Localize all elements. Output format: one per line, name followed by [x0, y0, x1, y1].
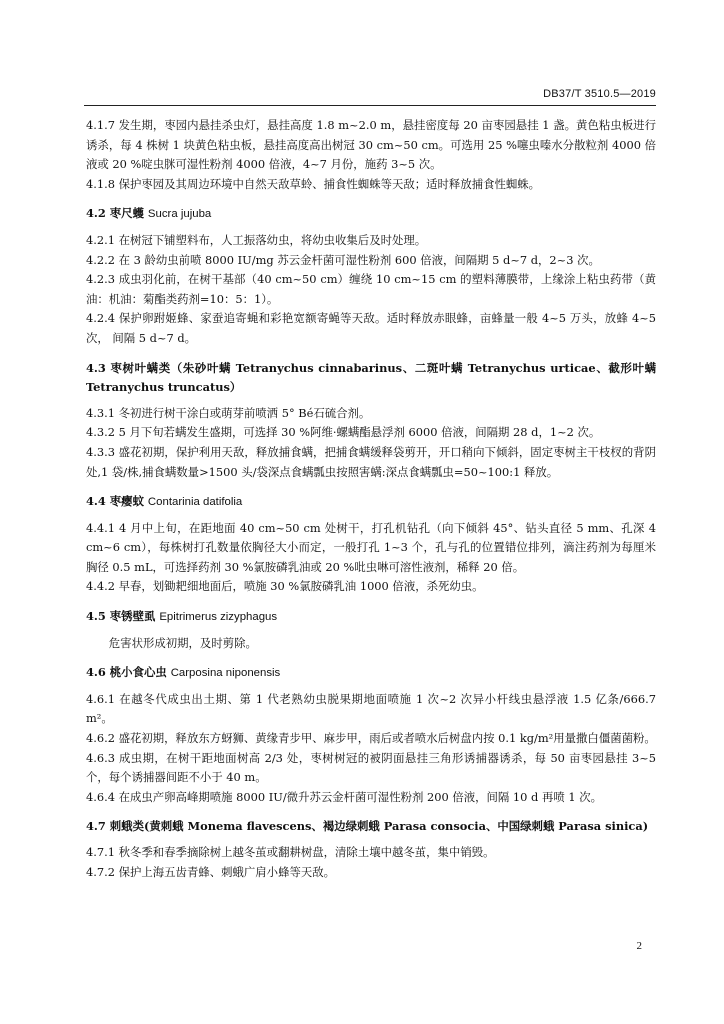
section-heading-text: 4.5 枣锈壁虱 [86, 609, 160, 624]
paragraph: 4.6.1 在越冬代成虫出土期、第 1 代老熟幼虫脱果期地面喷施 1 次~2 次异小杆线虫悬浮液 1.5 亿条/666.7 m²。 [86, 691, 656, 726]
section-heading: 4.7 刺蛾类(黄刺蛾 Monema flavescens、褐边绿刺蛾 Parasa consocia、中国绿刺蛾 Parasa sinica) [86, 819, 649, 834]
paragraph: 危害状形成初期，及时剪除。 [108, 635, 257, 650]
section-heading [86, 607, 656, 628]
paragraph: 4.3.2 5 月下旬若螨发生盛期，可选择 30 %阿维·螺螨酯悬浮剂 6000 倍液，间隔期 28 d，1~2 次。 [86, 425, 601, 440]
section-heading: 4.3 枣树叶螨类（朱砂叶螨 Tetranychus cinnabarinus、二斑叶螨 Tetranychus urticae、截形叶螨 Tetranychus truncatus） [86, 360, 656, 395]
section-heading [86, 492, 656, 513]
header-rule [84, 105, 656, 106]
paragraph: 4.4.2 早春，划锄耙细地面后，喷施 30 %氯胺磷乳油 1000 倍液，杀死幼虫。 [86, 579, 484, 594]
section-heading-text: 4.4 枣瘿蚊 [86, 494, 148, 509]
paragraph: 4.6.4 在成虫产卵高峰期喷施 8000 IU/微升苏云金杆菌可湿性粉剂 200 倍液，间隔 10 d 再喷 1 次。 [86, 789, 603, 804]
section-heading [86, 663, 656, 684]
paragraph: 4.4.1 4 月中上旬，在距地面 40 cm~50 cm 处树干，打孔机钻孔（向下倾斜 45°、钻头直径 5 mm、孔深 4 cm~6 cm），每株树打孔数量依胸径大小而定，一般打孔 1~3 个，孔与孔的位置错位排列，滴注药剂为每厘米胸径 0.5 mL，可选择药剂 30 %氯胺磷乳油或 20 %吡虫啉可溶性液剂，稀释 20 倍。 [86, 520, 656, 574]
latin-name: Sucra jujuba [147, 208, 212, 221]
paragraph: 4.7.1 秋冬季和春季摘除树上越冬茧或翻耕树盘，清除土壤中越冬茧，集中销毁。 [86, 845, 495, 859]
section-heading-text: 4.6 桃小食心虫 [86, 665, 171, 680]
paragraph: 4.3.3 盛花初期，保护利用天敌，释放捕食螨，把捕食螨缓释袋剪开，开口稍向下倾斜，固定枣树主干枝杈的背阴处,1 袋/株,捕食螨数量>1500 头/袋深点食螨瓢虫按照害螨:深点食螨瓢虫=50~100:1 释放。 [86, 444, 656, 479]
paragraph: 4.6.2 盛花初期，释放东方蚜狮、黄缘青步甲、麻步甲，雨后或者喷水后树盘内按 0.1 kg/m²用量撒白僵菌菌粉。 [86, 731, 656, 746]
section-heading-text: 4.2 枣尺蠖 [86, 206, 148, 221]
paragraph: 4.2.1 在树冠下铺塑料布，人工振落幼虫，将幼虫收集后及时处理。 [86, 232, 427, 247]
paragraph: 4.1.8 保护枣园及其周边环境中自然天敌草蛉、捕食性蜘蛛等天敌；适时释放捕食性蜘蛛。 [86, 176, 541, 191]
paragraph: 4.2.4 保护卵跗姬蜂、家蚕追寄蝇和彩艳宽额寄蝇等天敌。适时释放赤眼蜂，亩蜂量一般 4~5 万头，放蜂 4~5 次， 间隔 5 d~7 d。 [86, 311, 656, 345]
latin-name: Epitrimerus zizyphagus [159, 611, 278, 624]
paragraph: 4.7.2 保护上海五齿青蜂、刺蛾广肩小蜂等天敌。 [86, 864, 336, 879]
page-number: 2 [636, 940, 642, 952]
latin-name: Carposina niponensis [170, 667, 281, 680]
latin-name: Contarinia datifolia [147, 496, 243, 509]
standard-code: DB37/T 3510.5—2019 [543, 88, 656, 100]
paragraph: 4.2.3 成虫羽化前，在树干基部（40 cm~50 cm）缠绕 10 cm~15 cm 的塑料薄膜带，上缘涂上粘虫药带（黄油：机油：菊酯类药剂=10：5：1）。 [86, 272, 656, 306]
paragraph: 4.6.3 成虫期，在树干距地面树高 2/3 处，枣树树冠的被阴面悬挂三角形诱捕器诱杀，每 50 亩枣园悬挂 3~5 个，每个诱捕器间距不小于 40 m。 [86, 750, 656, 785]
document-body [86, 116, 656, 882]
paragraph: 4.2.2 在 3 龄幼虫前喷 8000 IU/mg 苏云金杆菌可湿性粉剂 600 倍液，间隔期 5 d~7 d，2~3 次。 [86, 252, 600, 267]
paragraph: 4.3.1 冬初进行树干涂白或萌芽前喷洒 5° Bé石硫合剂。 [86, 405, 371, 420]
paragraph: 4.1.7 发生期，枣园内悬挂杀虫灯，悬挂高度 1.8 m~2.0 m，悬挂密度每 20 亩枣园悬挂 1 盏。黄色粘虫板进行诱杀，每 4 株树 1 块黄色粘虫板，悬挂高度高出树冠 30 cm~50 cm。可选用 25 %噻虫嗪水分散粒剂 4000 倍液或 20 %啶虫脒可湿性粉剂 4000 倍液，4~7 月份，施药 3~5 次。 [86, 118, 656, 172]
section-heading [86, 204, 656, 225]
